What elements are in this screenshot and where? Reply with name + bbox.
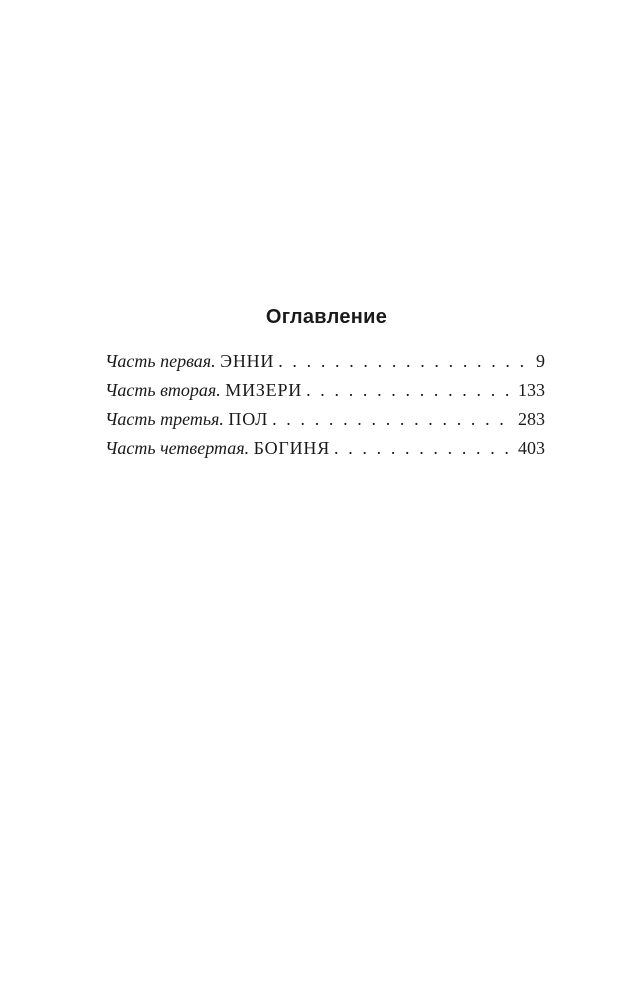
toc-entry-part-1	[105, 347, 545, 376]
table-of-contents	[105, 347, 545, 463]
toc-entry-page: 133	[518, 380, 545, 400]
toc-entry-page: 9	[536, 351, 545, 371]
toc-entry-part-4	[105, 434, 545, 463]
toc-entry-title: МИЗЕРИ	[225, 380, 303, 400]
toc-entry-page: 283	[518, 409, 545, 429]
dot-leader	[278, 347, 532, 376]
toc-entry-title: ЭННИ	[220, 351, 275, 371]
toc-entry-part-3	[105, 405, 545, 434]
toc-entry-label: Часть вторая.	[105, 380, 221, 400]
toc-entry-label: Часть первая.	[105, 351, 216, 371]
toc-entry-title: БОГИНЯ	[253, 438, 331, 458]
toc-entry-page: 403	[518, 438, 545, 458]
dot-leader	[334, 434, 514, 463]
dot-leader	[306, 376, 514, 405]
toc-entry-part-2	[105, 376, 545, 405]
toc-heading: Оглавление	[265, 306, 388, 328]
toc-entry-label: Часть четвертая.	[105, 438, 250, 458]
toc-entry-label: Часть третья.	[105, 409, 224, 429]
toc-entry-title: ПОЛ	[228, 409, 269, 429]
dot-leader	[272, 405, 514, 434]
